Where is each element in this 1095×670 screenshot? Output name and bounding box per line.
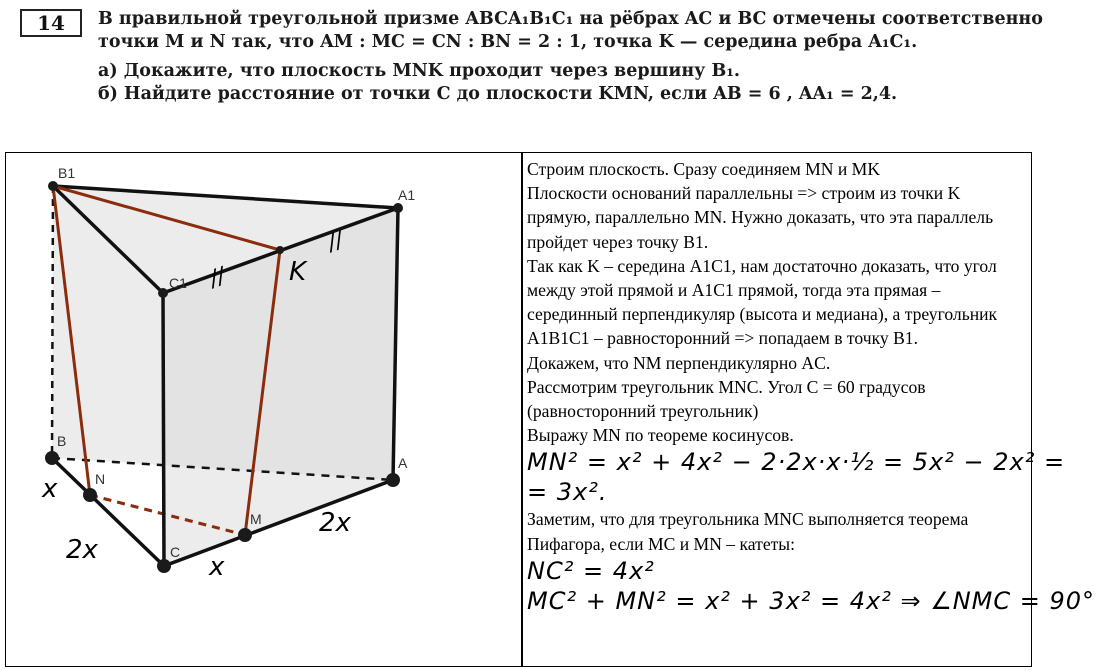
- handwritten-formula-2: = 3x².: [527, 478, 608, 507]
- edge-c-c1: [163, 293, 164, 566]
- solution-p5: Рассмотрим треугольник MNC. Угол C = 60 градусов (равносторонний треугольник): [527, 376, 926, 422]
- solution-p1: Строим плоскость. Сразу соединяем MN и MK: [527, 159, 881, 179]
- handwritten-ma: 2x: [319, 508, 351, 538]
- solution-p7: Заметим, что для треугольника MNC выполняется теорема Пифагора, если MC и MN – катеты:: [527, 509, 969, 554]
- label-b1: B1: [58, 165, 76, 181]
- label-m: M: [250, 511, 262, 527]
- solution-p2: Плоскости оснований параллельны => строим из точки K прямую, параллельно MN. Нужно доказать, что эта параллель пройдет через точку B1.: [527, 183, 994, 252]
- task-number-box: [20, 9, 82, 37]
- statement-line-1: В правильной треугольной призме ABCA₁B₁C₁ на рёбрах AC и BC отмечены соответственно: [98, 9, 1043, 29]
- equal-mark-ka1: //: [324, 227, 347, 257]
- label-c1: C1: [169, 275, 187, 291]
- label-a: A: [398, 455, 408, 471]
- point-m: [238, 528, 252, 542]
- figure-cell: [6, 153, 521, 666]
- vertex-b: [45, 451, 59, 465]
- point-k: [276, 246, 284, 254]
- statement-part-b: б) Найдите расстояние от точки C до плоскости KMN, если AB = 6 , AA₁ = 2,4.: [98, 84, 898, 104]
- handwritten-bn: x: [42, 474, 58, 504]
- solution-table: [5, 152, 1095, 667]
- vertex-a: [386, 473, 400, 487]
- solution-p3: Так как K – середина A1C1, нам достаточно доказать, что угол между этой прямой и A1C1 прямой, тогда эта прямая – серединный перпендикуляр (высота и медиана), а треугольник A1B1C1 – равносторонний => попадаем в точку B1.: [527, 255, 998, 349]
- handwritten-formula-4: MC² + MN² = x² + 3x² = 4x² ⇒ ∠NMC = 90°: [527, 586, 1095, 615]
- vertex-c: [157, 559, 171, 573]
- equal-mark-c1k: //: [206, 263, 229, 293]
- label-b: B: [57, 433, 67, 449]
- label-c: C: [170, 544, 181, 560]
- vertex-c1: [158, 288, 168, 298]
- solution-p6: Выражу MN по теореме косинусов.: [527, 425, 794, 446]
- task-number: 14: [37, 11, 65, 35]
- point-n: [83, 488, 97, 502]
- label-a1: A1: [398, 187, 416, 203]
- handwritten-cm: x: [209, 552, 225, 582]
- statement-part-a: а) Докажите, что плоскость MNK проходит через вершину B₁.: [98, 61, 741, 81]
- statement-line-2: точки M и N так, что AM : MC = CN : BN = 2 : 1, точка K — середина ребра A₁C₁.: [98, 32, 918, 52]
- handwritten-formula-3: NC² = 4x²: [527, 556, 655, 585]
- handwritten-k: K: [289, 257, 307, 287]
- vertex-b1: [48, 181, 58, 191]
- solution-p4: Докажем, что NM перпендикулярно AC.: [527, 352, 831, 373]
- vertex-a1: [393, 203, 403, 213]
- problem-statement: [98, 8, 1043, 106]
- prism-figure: [6, 153, 521, 665]
- handwritten-nc: 2x: [66, 535, 98, 565]
- table-divider: [521, 153, 523, 666]
- handwritten-formula-1: MN² = x² + 4x² − 2·2x·x·½ = 5x² − 2x² =: [527, 448, 1066, 477]
- label-n: N: [95, 471, 106, 487]
- solution-text: [527, 157, 1095, 616]
